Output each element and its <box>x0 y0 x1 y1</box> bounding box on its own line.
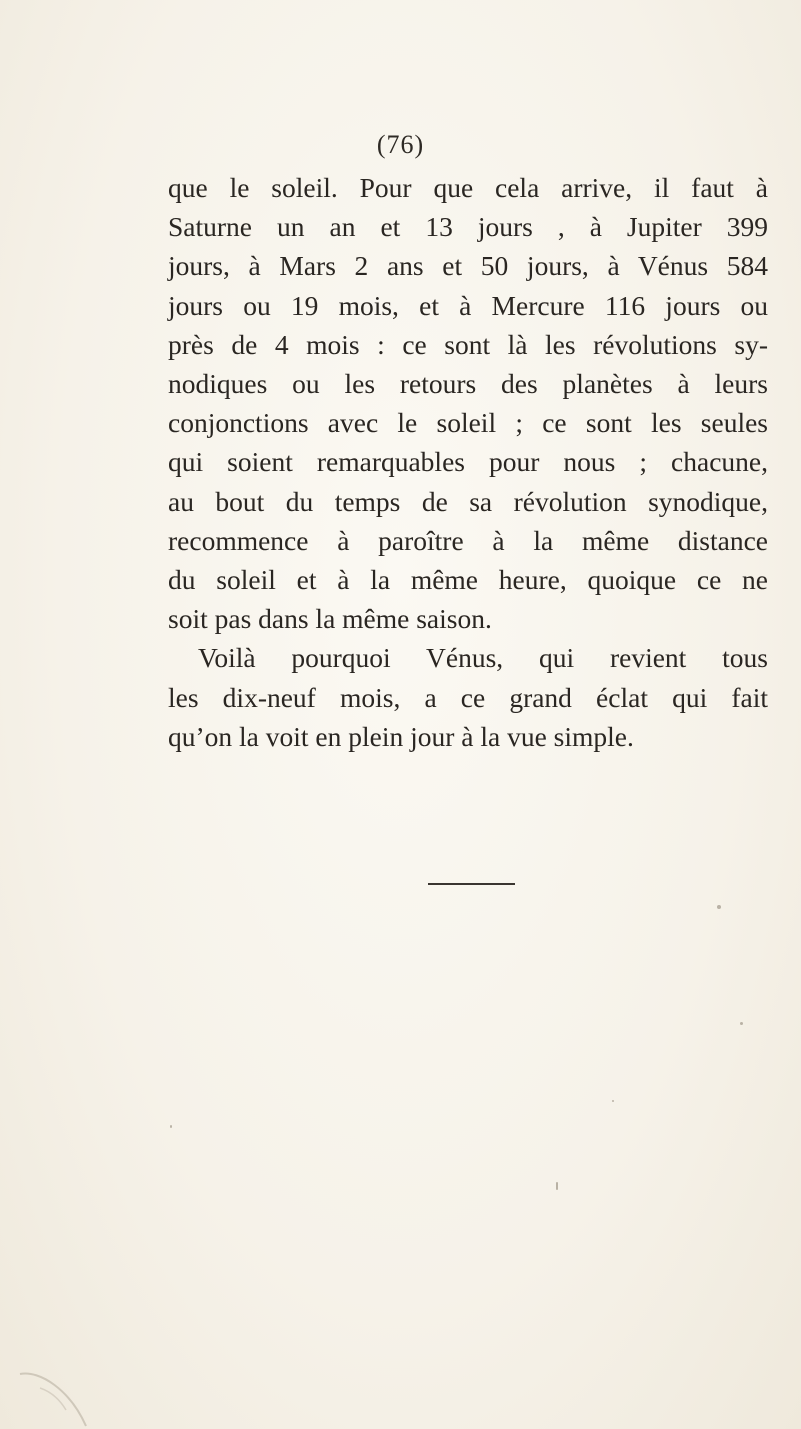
text-line: recommence à paroître à la même distance <box>168 524 768 556</box>
text-line: que le soleil. Pour que cela arrive, il faut à <box>168 172 768 203</box>
page-number: (76) <box>376 130 425 159</box>
end-rule <box>428 883 515 885</box>
text-line: soit pas dans la même saison. <box>168 603 492 635</box>
text-line: jours ou 19 mois, et à Mercure 116 jours ou <box>168 289 768 321</box>
paper-mark <box>0 1370 90 1429</box>
text-line: nodiques ou les retours des planètes à leurs <box>168 368 768 400</box>
paper-speck <box>170 1125 172 1128</box>
paper-speck <box>612 1100 614 1102</box>
text-line: près de 4 mois : ce sont là les révolutions sy- <box>168 328 768 360</box>
text-line: Saturne un an et 13 jours , à Jupiter 399 <box>168 211 768 243</box>
paper-speck <box>740 1022 743 1025</box>
text-line: qu’on la voit en plein jour à la vue simple. <box>168 720 634 752</box>
text-line: qui soient remarquables pour nous ; chacune, <box>168 446 768 478</box>
text-line: au bout du temps de sa révolution synodique, <box>168 485 768 517</box>
body-text <box>168 168 768 756</box>
paper-speck <box>717 905 721 909</box>
text-line: conjonctions avec le soleil ; ce sont les seules <box>168 407 768 439</box>
text-line: Voilà pourquoi Vénus, qui revient tous <box>198 642 768 674</box>
text-line: les dix-neuf mois, a ce grand éclat qui fait <box>168 681 768 713</box>
text-line: jours, à Mars 2 ans et 50 jours, à Vénus 584 <box>168 250 768 282</box>
paper-speck <box>556 1182 558 1190</box>
text-line: du soleil et à la même heure, quoique ce ne <box>168 564 768 596</box>
